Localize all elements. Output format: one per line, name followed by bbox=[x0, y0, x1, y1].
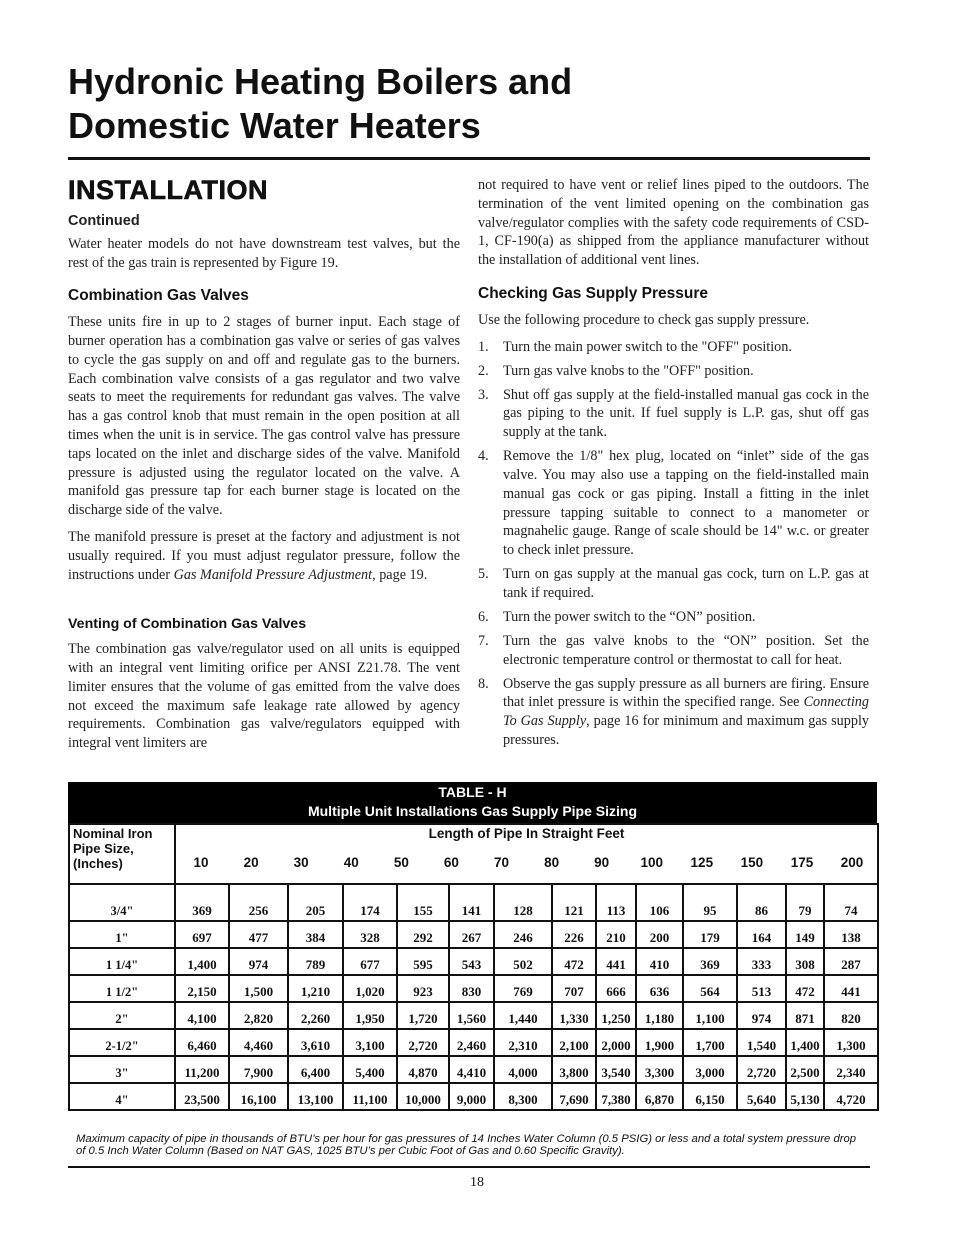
venting-paragraph: The combination gas valve/regulator used on all units is equipped with an integral vent limiting orifice per ANSI Z21.78. The vent limiter ensures that the volume of gas emitted from the valve does not exceed the maximum safe leakage rate allowed by agency requirements. Combination gas valve/regulators equipped with integral vent limiters are bbox=[68, 641, 460, 752]
capacity-cell: 789 bbox=[288, 948, 343, 975]
capacity-cell: 871 bbox=[786, 1002, 824, 1029]
procedure-step bbox=[478, 362, 869, 381]
table-title: Multiple Unit Installations Gas Supply Pipe Sizing bbox=[307, 803, 638, 819]
capacity-cell: 16,100 bbox=[229, 1083, 288, 1110]
capacity-cell: 1,700 bbox=[683, 1029, 737, 1056]
combination-paragraph-1: These units fire in up to 2 stages of burner input. Each stage of burner operation has a combination gas valve or series of gas valves to cycle the gas supply on and off and regulate gas to the burners. Each combination valve consists of a gas regulator and two valve seats to meet the requirements for redundant gas valves. The valve has a gas control knob that must remain in the open position at all times when the unit is in service. The gas control valve has pressure taps located on the inlet and discharge sides of the valve. Manifold pressure is adjusted using the regulator located on the valve. A manifold gas pressure tap for each burner stage is located on the discharge side of the valve. bbox=[68, 314, 460, 519]
procedure-intro: Use the following procedure to check gas supply pressure. bbox=[478, 311, 810, 328]
capacity-cell: 410 bbox=[636, 948, 683, 975]
capacity-cell: 2,260 bbox=[288, 1002, 343, 1029]
capacity-cell: 1,180 bbox=[636, 1002, 683, 1029]
pipe-size-cell: 2" bbox=[69, 1002, 175, 1029]
capacity-cell: 174 bbox=[343, 884, 397, 921]
pipe-table bbox=[68, 823, 879, 1111]
length-value: 30 bbox=[293, 855, 309, 870]
procedure-step bbox=[478, 632, 869, 670]
nominal-size-header: Nominal Iron Pipe Size, (Inches) bbox=[69, 824, 175, 884]
page-title-line-1: Hydronic Heating Boilers and bbox=[68, 61, 573, 102]
page-number: 18 bbox=[470, 1175, 484, 1190]
capacity-cell: 4,720 bbox=[824, 1083, 878, 1110]
capacity-cell: 1,250 bbox=[596, 1002, 636, 1029]
capacity-cell: 1,440 bbox=[494, 1002, 552, 1029]
capacity-cell: 8,300 bbox=[494, 1083, 552, 1110]
footer-divider bbox=[68, 1166, 870, 1168]
procedure-step bbox=[478, 675, 869, 750]
capacity-cell: 441 bbox=[824, 975, 878, 1002]
capacity-cell: 267 bbox=[449, 921, 494, 948]
length-value: 90 bbox=[594, 855, 610, 870]
capacity-cell: 164 bbox=[737, 921, 786, 948]
pipe-size-cell: 1 1/2" bbox=[69, 975, 175, 1002]
pipe-size-cell: 1 1/4" bbox=[69, 948, 175, 975]
procedure-step bbox=[478, 386, 869, 442]
step-8-tail: , page 16 for minimum and maximum gas supply pressures. bbox=[503, 713, 869, 749]
page-title bbox=[68, 60, 868, 148]
capacity-cell: 23,500 bbox=[175, 1083, 229, 1110]
step-text: Remove the 1/8" hex plug, located on “inlet” side of the gas valve. You may also use a tapping on the field-installed main manual gas cock or gas piping. Install a fitting in the inlet pressure tapping suitable to connect to a manometer or magnahelic gauge. Range of scale should be 14" w.c. or greater to check inlet pressure. bbox=[503, 448, 869, 559]
length-value: 80 bbox=[544, 855, 560, 870]
capacity-cell: 666 bbox=[596, 975, 636, 1002]
heading-combination-gas-valves: Combination Gas Valves bbox=[68, 287, 249, 305]
table-row bbox=[69, 921, 878, 948]
procedure-step bbox=[478, 565, 869, 603]
capacity-cell: 543 bbox=[449, 948, 494, 975]
step-text: Turn the power switch to the “ON” position. bbox=[503, 608, 756, 625]
capacity-cell: 287 bbox=[824, 948, 878, 975]
page-title-line-2: Domestic Water Heaters bbox=[68, 105, 481, 146]
step-number: 1. bbox=[478, 338, 489, 355]
procedure-step bbox=[478, 608, 869, 627]
step-8-text: Observe the gas supply pressure as all burners are firing. Ensure that inlet pressure is within the specified range. See bbox=[503, 675, 869, 711]
step-number: 2. bbox=[478, 362, 489, 379]
capacity-cell: 2,000 bbox=[596, 1029, 636, 1056]
capacity-cell: 2,150 bbox=[175, 975, 229, 1002]
pipe-sizing-table bbox=[68, 782, 877, 1111]
pipe-size-cell: 1" bbox=[69, 921, 175, 948]
capacity-cell: 246 bbox=[494, 921, 552, 948]
capacity-cell: 472 bbox=[786, 975, 824, 1002]
capacity-cell: 226 bbox=[552, 921, 596, 948]
capacity-cell: 205 bbox=[288, 884, 343, 921]
left-column bbox=[68, 172, 460, 753]
capacity-cell: 2,460 bbox=[449, 1029, 494, 1056]
capacity-cell: 86 bbox=[737, 884, 786, 921]
step-text bbox=[503, 675, 869, 750]
capacity-cell: 3,540 bbox=[596, 1056, 636, 1083]
pipe-size-cell: 3/4" bbox=[69, 884, 175, 921]
table-footnote: Maximum capacity of pipe in thousands of BTU’s per hour for gas pressures of 14 Inches Water Column (0.5 PSIG) or less and a total system pressure drop of 0.5 Inch Water Column (Based on NAT GAS, 1025 BTU’s per Cubic Foot of Gas and 0.60 Specific Gravity). bbox=[76, 1133, 857, 1157]
procedure-step bbox=[478, 447, 869, 560]
capacity-cell: 830 bbox=[449, 975, 494, 1002]
capacity-cell: 141 bbox=[449, 884, 494, 921]
capacity-cell: 6,400 bbox=[288, 1056, 343, 1083]
capacity-cell: 677 bbox=[343, 948, 397, 975]
step-text: Turn the main power switch to the "OFF" position. bbox=[503, 338, 792, 355]
combination-paragraph-2 bbox=[68, 528, 460, 584]
capacity-cell: 155 bbox=[397, 884, 449, 921]
capacity-cell: 1,210 bbox=[288, 975, 343, 1002]
capacity-cell: 9,000 bbox=[449, 1083, 494, 1110]
capacity-cell: 3,800 bbox=[552, 1056, 596, 1083]
pipe-size-cell: 4" bbox=[69, 1083, 175, 1110]
length-value: 40 bbox=[343, 855, 359, 870]
capacity-cell: 1,020 bbox=[343, 975, 397, 1002]
capacity-cell: 10,000 bbox=[397, 1083, 449, 1110]
capacity-cell: 11,100 bbox=[343, 1083, 397, 1110]
capacity-cell: 7,900 bbox=[229, 1056, 288, 1083]
capacity-cell: 369 bbox=[683, 948, 737, 975]
capacity-cell: 1,950 bbox=[343, 1002, 397, 1029]
length-value: 150 bbox=[740, 855, 764, 870]
capacity-cell: 2,720 bbox=[737, 1056, 786, 1083]
capacity-cell: 5,400 bbox=[343, 1056, 397, 1083]
connecting-to-gas-supply-link: Connecting To Gas Supply bbox=[503, 694, 869, 730]
right-column bbox=[478, 176, 869, 755]
capacity-cell: 3,100 bbox=[343, 1029, 397, 1056]
procedure-step bbox=[478, 338, 869, 357]
title-divider bbox=[68, 157, 870, 160]
length-value: 125 bbox=[690, 855, 714, 870]
continued-label: Continued bbox=[68, 213, 140, 229]
table-row bbox=[69, 1029, 878, 1056]
length-value: 70 bbox=[493, 855, 510, 870]
procedure-steps bbox=[478, 338, 869, 750]
pipe-size-cell: 2-1/2" bbox=[69, 1029, 175, 1056]
table-row bbox=[69, 975, 878, 1002]
capacity-cell: 6,870 bbox=[636, 1083, 683, 1110]
step-number: 8. bbox=[478, 675, 489, 692]
gas-manifold-pressure-link: Gas Manifold Pressure Adjustment bbox=[173, 566, 373, 583]
length-value: 20 bbox=[243, 855, 259, 870]
intro-paragraph: Water heater models do not have downstream test valves, but the rest of the gas train is represented by Figure 19. bbox=[68, 235, 460, 271]
length-value: 50 bbox=[393, 855, 409, 870]
section-title: INSTALLATION bbox=[68, 175, 268, 205]
table-row bbox=[69, 1056, 878, 1083]
capacity-cell: 1,900 bbox=[636, 1029, 683, 1056]
capacity-cell: 13,100 bbox=[288, 1083, 343, 1110]
length-value: 200 bbox=[840, 855, 864, 870]
combination-paragraph-2-tail: , page 19. bbox=[372, 566, 428, 583]
step-number: 4. bbox=[478, 448, 489, 465]
capacity-cell: 256 bbox=[229, 884, 288, 921]
length-value: 60 bbox=[443, 855, 459, 870]
capacity-cell: 292 bbox=[397, 921, 449, 948]
capacity-cell: 2,100 bbox=[552, 1029, 596, 1056]
capacity-cell: 2,310 bbox=[494, 1029, 552, 1056]
capacity-cell: 1,560 bbox=[449, 1002, 494, 1029]
capacity-cell: 1,540 bbox=[737, 1029, 786, 1056]
capacity-cell: 477 bbox=[229, 921, 288, 948]
capacity-cell: 384 bbox=[288, 921, 343, 948]
length-value: 100 bbox=[640, 855, 663, 870]
length-header-cell bbox=[175, 824, 878, 884]
capacity-cell: 5,640 bbox=[737, 1083, 786, 1110]
capacity-cell: 308 bbox=[786, 948, 824, 975]
step-text: Shut off gas supply at the field-installed manual gas cock in the gas piping to the unit. If fuel supply is L.P. gas, shut off gas supply at the tank. bbox=[503, 386, 869, 441]
capacity-cell: 113 bbox=[596, 884, 636, 921]
capacity-cell: 4,000 bbox=[494, 1056, 552, 1083]
length-value: 10 bbox=[193, 855, 209, 870]
capacity-cell: 769 bbox=[494, 975, 552, 1002]
capacity-cell: 179 bbox=[683, 921, 737, 948]
capacity-cell: 11,200 bbox=[175, 1056, 229, 1083]
step-number: 3. bbox=[478, 386, 489, 403]
step-number: 5. bbox=[478, 566, 489, 583]
table-label: TABLE - H bbox=[438, 784, 507, 800]
capacity-cell: 4,410 bbox=[449, 1056, 494, 1083]
capacity-cell: 1,500 bbox=[229, 975, 288, 1002]
capacity-cell: 149 bbox=[786, 921, 824, 948]
capacity-cell: 974 bbox=[737, 1002, 786, 1029]
table-row bbox=[69, 948, 878, 975]
capacity-cell: 2,340 bbox=[824, 1056, 878, 1083]
capacity-cell: 502 bbox=[494, 948, 552, 975]
capacity-cell: 4,870 bbox=[397, 1056, 449, 1083]
capacity-cell: 1,400 bbox=[175, 948, 229, 975]
capacity-cell: 2,500 bbox=[786, 1056, 824, 1083]
capacity-cell: 820 bbox=[824, 1002, 878, 1029]
capacity-cell: 79 bbox=[786, 884, 824, 921]
capacity-cell: 441 bbox=[596, 948, 636, 975]
capacity-cell: 697 bbox=[175, 921, 229, 948]
heading-checking-gas-supply: Checking Gas Supply Pressure bbox=[478, 284, 709, 302]
capacity-cell: 1,720 bbox=[397, 1002, 449, 1029]
capacity-cell: 328 bbox=[343, 921, 397, 948]
capacity-cell: 106 bbox=[636, 884, 683, 921]
capacity-cell: 513 bbox=[737, 975, 786, 1002]
capacity-cell: 564 bbox=[683, 975, 737, 1002]
capacity-cell: 1,300 bbox=[824, 1029, 878, 1056]
capacity-cell: 636 bbox=[636, 975, 683, 1002]
capacity-cell: 128 bbox=[494, 884, 552, 921]
capacity-cell: 200 bbox=[636, 921, 683, 948]
capacity-cell: 974 bbox=[229, 948, 288, 975]
capacity-cell: 333 bbox=[737, 948, 786, 975]
table-row bbox=[69, 1002, 878, 1029]
capacity-cell: 2,720 bbox=[397, 1029, 449, 1056]
capacity-cell: 7,380 bbox=[596, 1083, 636, 1110]
venting-continued-paragraph: not required to have vent or relief lines piped to the outdoors. The termination of the vent limited opening on the combination gas valve/regulator complies with the safety code requirements of CSD-1, CF-190(a) as shipped from the appliance manufacturer without the installation of additional vent lines. bbox=[478, 177, 869, 269]
capacity-cell: 3,610 bbox=[288, 1029, 343, 1056]
pipe-size-cell: 3" bbox=[69, 1056, 175, 1083]
combination-paragraph-2-text: The manifold pressure is preset at the factory and adjustment is not usually required. If you must adjust regulator pressure, follow the instructions under bbox=[68, 528, 460, 583]
heading-venting: Venting of Combination Gas Valves bbox=[68, 616, 307, 633]
capacity-cell: 5,130 bbox=[786, 1083, 824, 1110]
capacity-cell: 7,690 bbox=[552, 1083, 596, 1110]
capacity-cell: 595 bbox=[397, 948, 449, 975]
capacity-cell: 74 bbox=[824, 884, 878, 921]
capacity-cell: 923 bbox=[397, 975, 449, 1002]
table-header bbox=[68, 782, 877, 823]
capacity-cell: 369 bbox=[175, 884, 229, 921]
step-text: Turn gas valve knobs to the "OFF" position. bbox=[503, 362, 754, 379]
capacity-cell: 2,820 bbox=[229, 1002, 288, 1029]
step-text: Turn the gas valve knobs to the “ON” position. Set the electronic temperature control or thermostat to call for heat. bbox=[503, 632, 869, 668]
table-row bbox=[69, 884, 878, 921]
capacity-cell: 1,100 bbox=[683, 1002, 737, 1029]
capacity-cell: 210 bbox=[596, 921, 636, 948]
capacity-cell: 4,460 bbox=[229, 1029, 288, 1056]
length-header: Length of Pipe In Straight Feet bbox=[428, 826, 625, 841]
table-row bbox=[69, 1083, 878, 1110]
capacity-cell: 138 bbox=[824, 921, 878, 948]
table-header-row bbox=[69, 824, 878, 884]
capacity-cell: 4,100 bbox=[175, 1002, 229, 1029]
capacity-cell: 1,400 bbox=[786, 1029, 824, 1056]
capacity-cell: 121 bbox=[552, 884, 596, 921]
length-value: 175 bbox=[790, 855, 814, 870]
step-number: 6. bbox=[478, 608, 489, 625]
capacity-cell: 1,330 bbox=[552, 1002, 596, 1029]
capacity-cell: 6,150 bbox=[683, 1083, 737, 1110]
capacity-cell: 6,460 bbox=[175, 1029, 229, 1056]
step-text: Turn on gas supply at the manual gas cock, turn on L.P. gas at tank if required. bbox=[503, 566, 869, 601]
step-number: 7. bbox=[478, 632, 489, 649]
capacity-cell: 95 bbox=[683, 884, 737, 921]
capacity-cell: 3,300 bbox=[636, 1056, 683, 1083]
length-header-block bbox=[176, 825, 877, 883]
capacity-cell: 707 bbox=[552, 975, 596, 1002]
capacity-cell: 472 bbox=[552, 948, 596, 975]
capacity-cell: 3,000 bbox=[683, 1056, 737, 1083]
length-values bbox=[176, 855, 877, 870]
